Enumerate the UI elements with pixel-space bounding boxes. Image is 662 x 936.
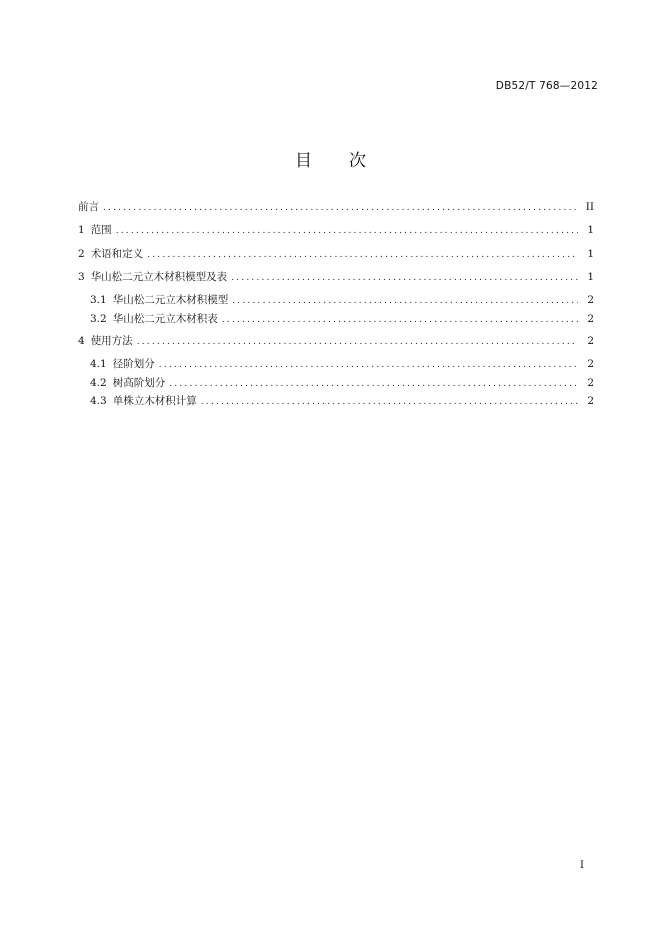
toc-entry-diameter-class[interactable] (78, 357, 594, 370)
toc-number: 4 (78, 334, 85, 347)
toc-dot-leader (201, 395, 578, 409)
toc-dot-leader (222, 313, 578, 327)
toc-label: 使用方法 (90, 334, 133, 347)
toc-number: 4.1 (90, 358, 107, 371)
toc-label: 华山松二元立木材积表 (112, 312, 218, 325)
toc-dot-leader (169, 377, 578, 391)
toc-number: 3.2 (90, 312, 107, 325)
toc-entry-terms[interactable] (78, 247, 594, 261)
toc-entry-volume-table[interactable] (78, 312, 594, 325)
toc-entry-scope[interactable] (78, 223, 594, 237)
toc-dot-leader (232, 294, 578, 308)
toc-dot-leader (159, 358, 578, 372)
toc-number: 4.2 (90, 376, 107, 389)
page-title: 目 次 (295, 151, 367, 171)
toc-label: 术语和定义 (90, 247, 144, 260)
toc-entry-single-tree-volume[interactable] (78, 394, 594, 407)
toc-entry-volume-model[interactable] (78, 293, 594, 306)
toc-label: 径阶划分 (112, 358, 155, 371)
toc-number: 2 (78, 247, 85, 260)
toc-label: 华山松二元立木材积模型及表 (90, 270, 228, 283)
toc-page-number: 2 (587, 312, 594, 325)
toc-dot-leader (137, 335, 578, 349)
toc-dot-leader (231, 271, 578, 285)
toc-page-number: 2 (587, 294, 594, 307)
page-number: I (580, 860, 584, 871)
toc-label: 华山松二元立木材积模型 (112, 294, 229, 307)
toc-number: 3.1 (90, 294, 107, 307)
toc-dot-leader (147, 248, 578, 262)
toc-label: 单株立木材积计算 (112, 395, 197, 408)
toc-entry-foreword[interactable] (78, 200, 594, 214)
toc-label: 前言 (78, 201, 99, 213)
toc-page-number: 2 (587, 395, 594, 408)
toc-label: 范围 (90, 224, 112, 237)
toc-page-number: 1 (587, 270, 594, 283)
toc-page-number: 2 (587, 358, 594, 371)
toc-dot-leader (116, 224, 578, 238)
toc-number: 4.3 (90, 395, 107, 408)
toc-page-number: 1 (587, 247, 594, 260)
toc-dot-leader (103, 201, 578, 215)
toc-number: 3 (78, 270, 85, 283)
toc-entry-height-class[interactable] (78, 376, 594, 389)
toc-entry-volume-model-and-table[interactable] (78, 270, 594, 284)
toc-page-number: 1 (587, 224, 594, 237)
toc-page-number: 2 (587, 334, 594, 347)
toc-number: 1 (78, 224, 85, 237)
toc-page-number: II (585, 201, 594, 213)
toc-entry-usage-method[interactable] (78, 334, 594, 348)
toc-page-number: 2 (587, 376, 594, 389)
document-code: DB52/T 768—2012 (495, 80, 598, 92)
table-of-contents (78, 200, 594, 417)
toc-label: 树高阶划分 (112, 376, 166, 389)
